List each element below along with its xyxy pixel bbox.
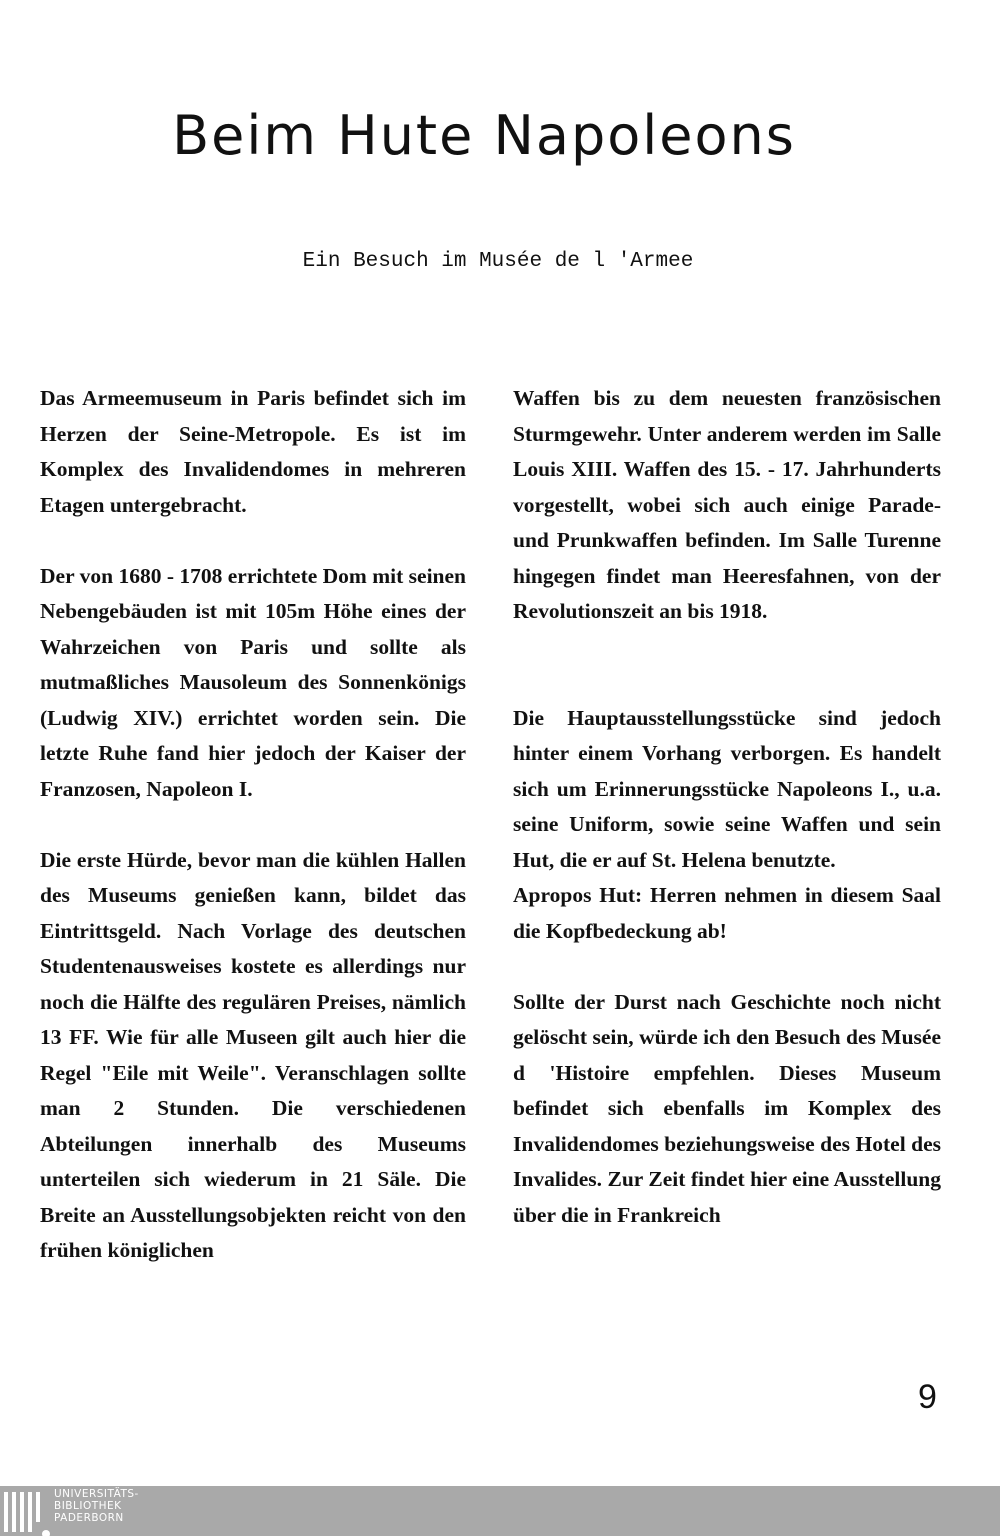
library-name: [54, 1488, 139, 1524]
left-paragraph-2: Der von 1680 - 1708 errichtete Dom mit seinen Nebengebäuden ist mit 105m Höhe eines der Wahrzeichen von Paris und sollte als mutmaßliches Mausoleum des Sonnenkönigs (Ludwig XIV.) errichtet worden sein. Die letzte Ruhe fand hier jedoch der Kaiser der Franzosen, Napoleon I.: [40, 563, 466, 801]
library-footer: [0, 1486, 1000, 1536]
left-column: [40, 381, 466, 1269]
page-number: 9: [918, 1378, 937, 1416]
library-logo-icon: [4, 1492, 46, 1532]
left-paragraph-3: Die erste Hürde, bevor man die kühlen Hallen des Museums genießen kann, bildet das Eintrittsgeld. Nach Vorlage des deutschen Studentenausweises kostete es allerdings nur noch die Hälfte des regulären Preises, nämlich 13 FF. Wie für alle Museen gilt auch hier die Regel "Eile mit Weile". Veranschlagen sollte man 2 Stunden. Die verschiedenen Abteilungen innerhalb des Museums unterteilen sich wiederum in 21 Säle. Die Breite an Ausstellungsobjekten reicht von den frühen königlichen: [40, 847, 466, 1262]
right-paragraph-1: Waffen bis zu dem neuesten französischen Sturmgewehr. Unter anderem werden im Salle Louis XIII. Waffen des 15. - 17. Jahrhunderts vorgestellt, wobei sich auch einige Parade- und Prunkwaffen befinden. Im Salle Turenne hingegen findet man Heeresfahnen, von der Revolutionszeit an bis 1918.: [513, 386, 941, 623]
right-paragraph-3: Apropos Hut: Herren nehmen in diesem Saal die Kopfbedeckung ab!: [513, 883, 941, 943]
right-paragraph-4: Sollte der Durst nach Geschichte noch nicht gelöscht sein, würde ich den Besuch des Musée d 'Histoire empfehlen. Dieses Museum befindet sich ebenfalls im Komplex des Invalidendomes beziehungsweise des Hotel des Invalides. Zur Zeit findet hier eine Ausstellung über die in Frankreich: [513, 989, 941, 1227]
article-title: Beim Hute Napoleons: [172, 104, 796, 167]
library-line-1: UNIVERSITÄTS-: [54, 1488, 139, 1500]
library-line-2: BIBLIOTHEK: [54, 1500, 122, 1512]
right-column: [513, 381, 941, 1233]
right-paragraph-2: Die Hauptausstellungsstücke sind jedoch hinter einem Vorhang verborgen. Es handelt sich um Erinnerungsstücke Napoleons I., u.a. seine Uniform, sowie seine Waffen und sein Hut, die er auf St. Helena benutzte.: [513, 705, 941, 872]
library-line-3: PADERBORN: [54, 1512, 124, 1524]
left-paragraph-1: Das Armeemuseum in Paris befindet sich im Herzen der Seine-Metropole. Es ist im Komplex des Invalidendomes in mehreren Etagen untergebracht.: [40, 386, 466, 517]
article-subtitle: Ein Besuch im Musée de l 'Armee: [302, 250, 694, 273]
